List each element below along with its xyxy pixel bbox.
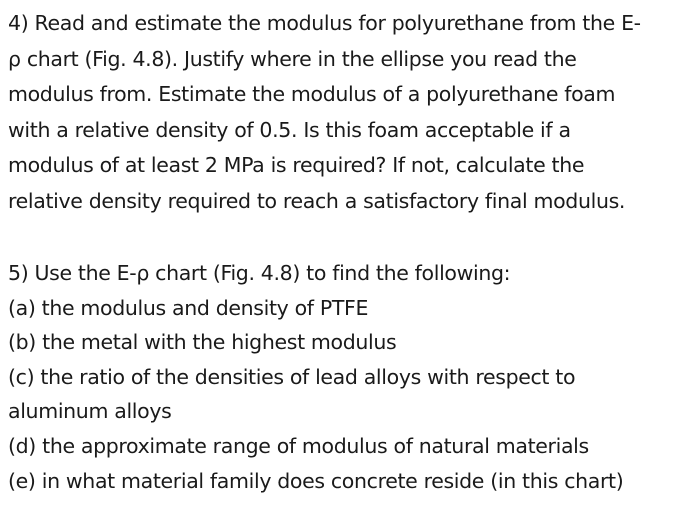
question-5: [8, 256, 694, 498]
question-5-item-a: (a) the modulus and density of PTFE: [8, 295, 369, 320]
question-4-line: 4) Read and estimate the modulus for polyurethane from the E-: [8, 11, 641, 35]
question-4-line: modulus of at least 2 MPa is required? If not, calculate the: [8, 153, 585, 177]
question-5-line: 5) Use the E-ρ chart (Fig. 4.8) to find the following:: [8, 261, 511, 285]
question-4-line: with a relative density of 0.5. Is this foam acceptable if a: [8, 117, 571, 142]
question-5-item-c: (c) the ratio of the densities of lead alloys with respect to: [8, 364, 576, 389]
question-4-line: ρ chart (Fig. 4.8). Justify where in the ellipse you read the: [8, 46, 577, 71]
question-5-item-b: (b) the metal with the highest modulus: [8, 330, 397, 355]
question-5-item-c-continued: aluminum alloys: [8, 399, 172, 424]
question-5-item-e: (e) in what material family does concrete reside (in this chart): [8, 468, 624, 493]
question-5-item-d: (d) the approximate range of modulus of natural materials: [8, 433, 589, 458]
question-4-line: relative density required to reach a satisfactory final modulus.: [8, 188, 626, 213]
question-4: [8, 6, 694, 219]
question-4-line: modulus from. Estimate the modulus of a polyurethane foam: [8, 82, 616, 106]
